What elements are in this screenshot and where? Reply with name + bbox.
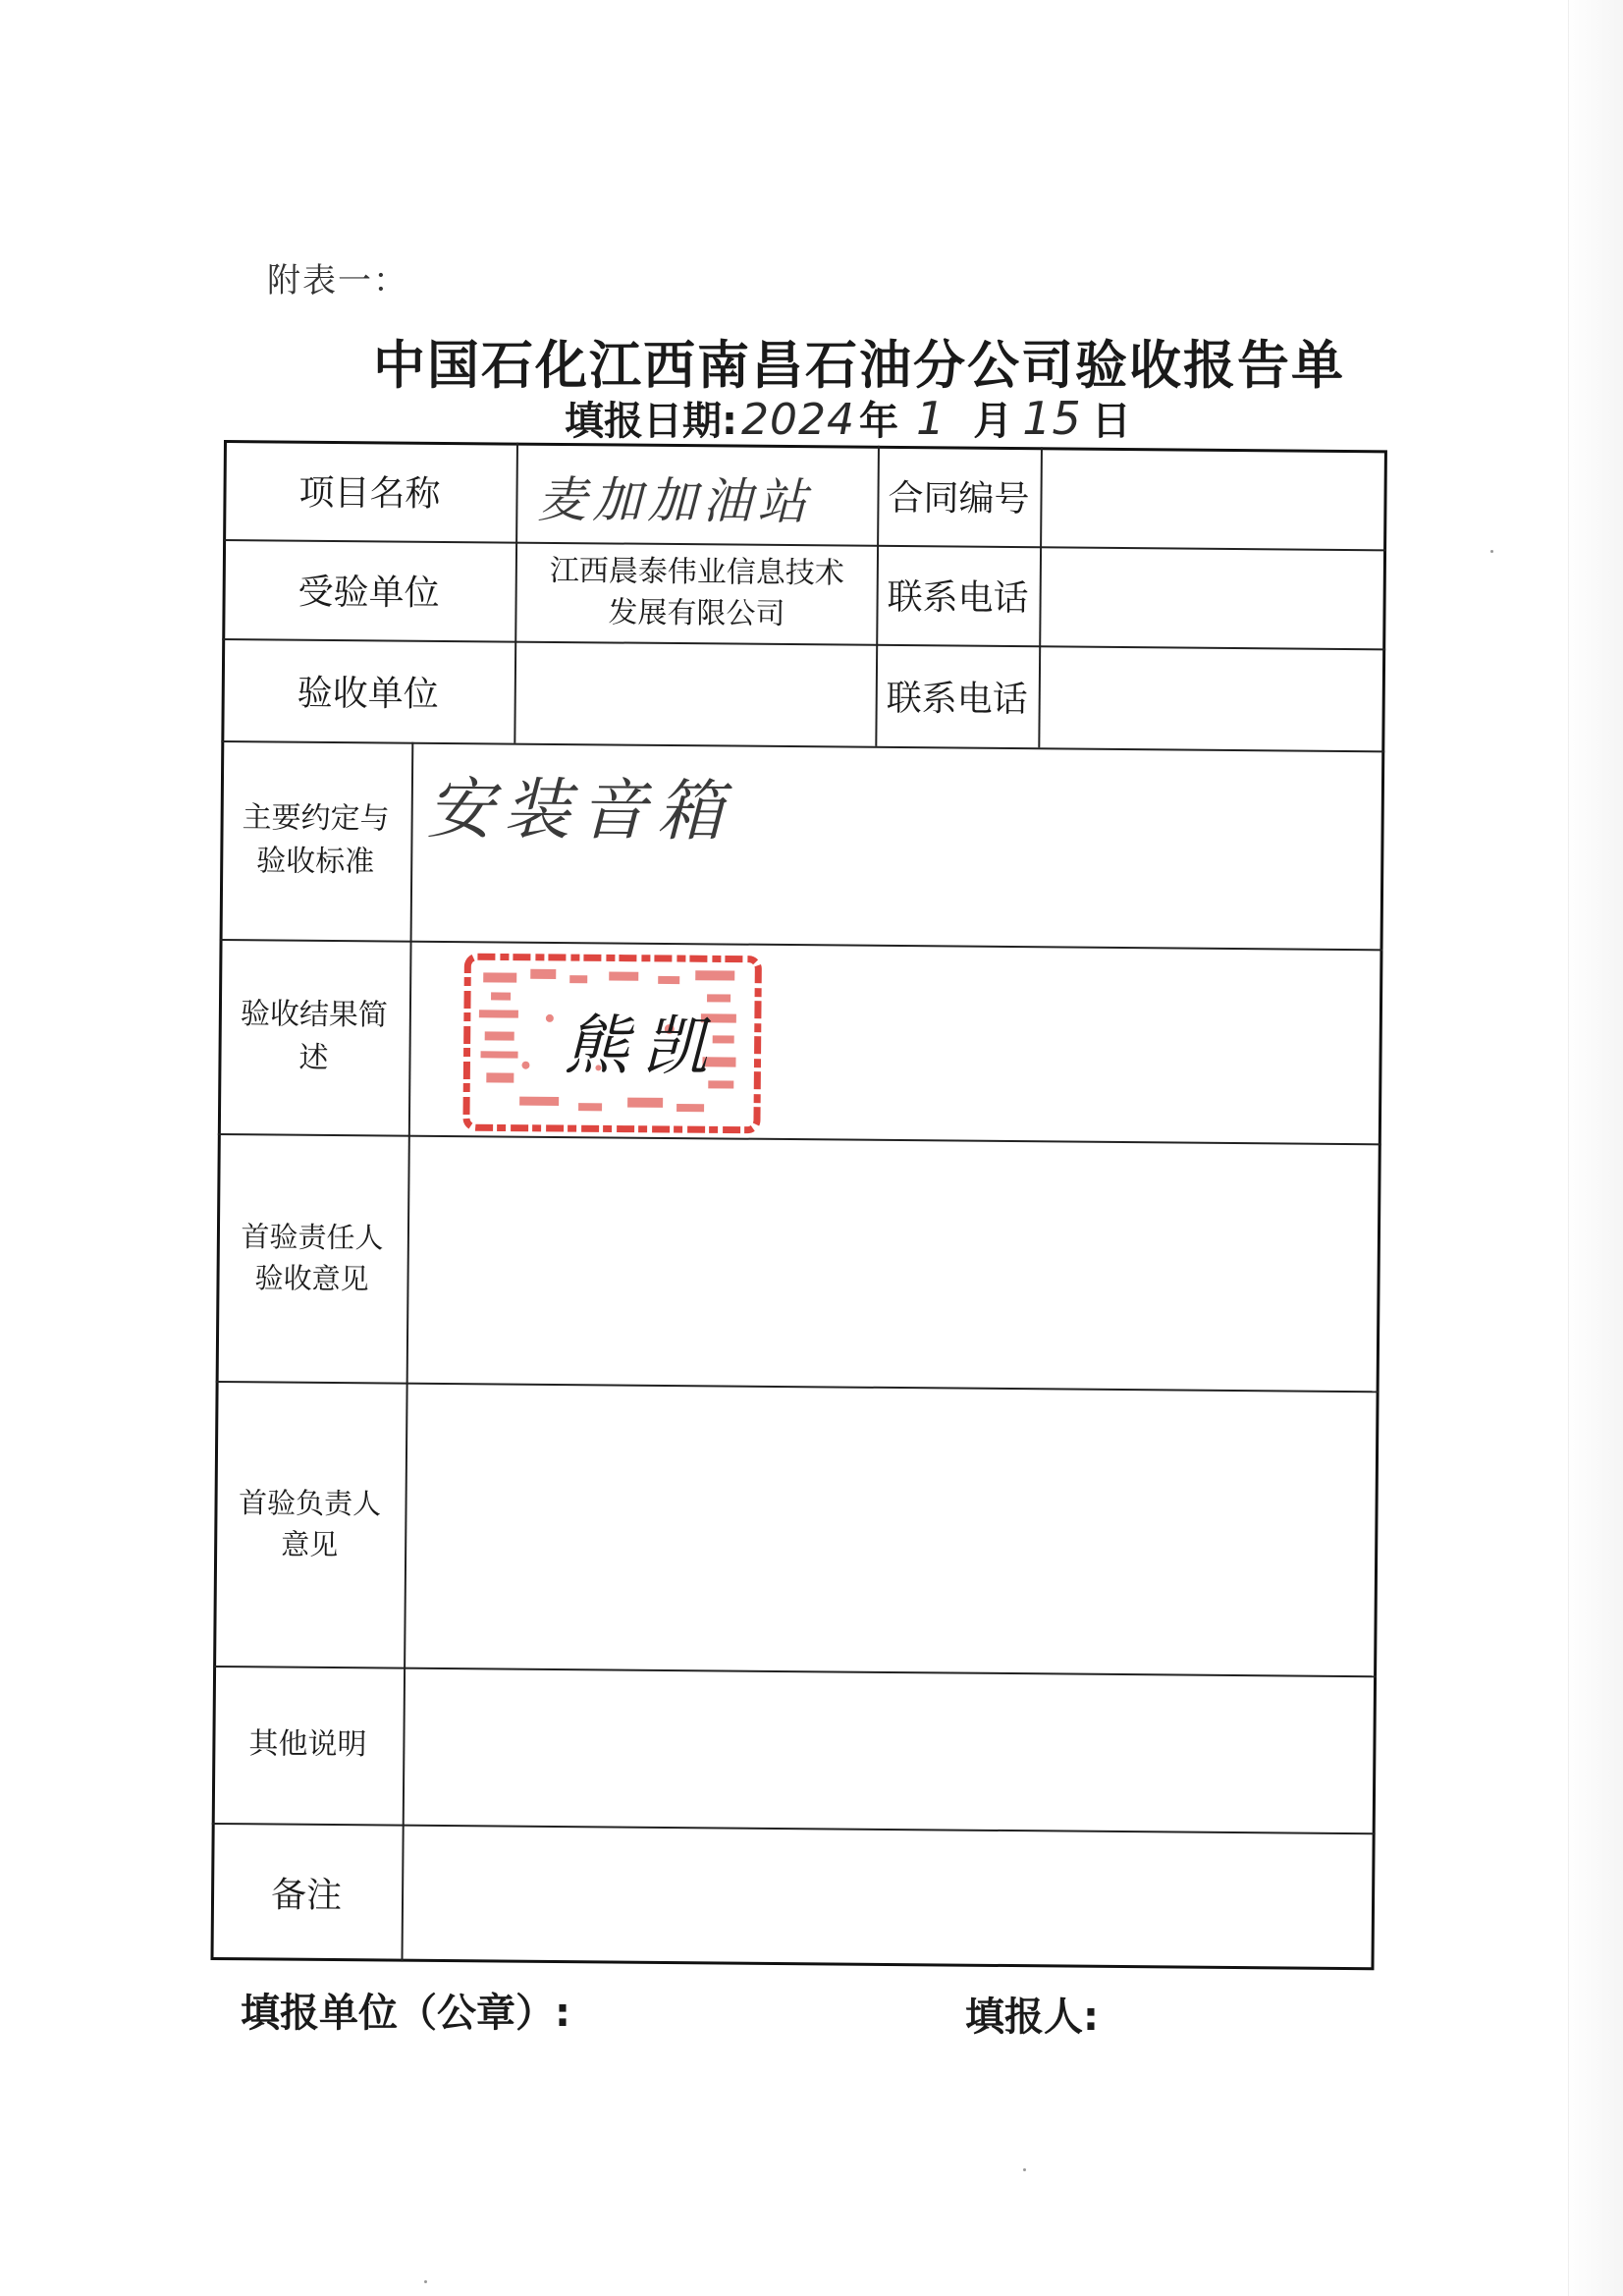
first-leader-opinion-label-line1: 首验负责人 (238, 1486, 382, 1521)
accepted-unit-label: 受验单位 (298, 572, 440, 614)
page-fold-line (1568, 0, 1569, 2296)
result-summary-label (218, 939, 410, 1135)
fill-date (565, 390, 1131, 445)
project-name-value: 麦加加油站 (537, 470, 813, 531)
acceptance-form-table (210, 440, 1386, 1970)
main-agreement-label-line1: 主要约定与 (242, 800, 390, 837)
contact-phone-label-2: 联系电话 (886, 678, 1028, 720)
footer-person-label: 填报人: (965, 1995, 1099, 2040)
main-agreement-label (220, 740, 412, 941)
result-summary-label-line2: 述 (298, 1040, 329, 1075)
first-leader-opinion-label-line2: 意见 (281, 1527, 339, 1562)
scan-speck (1490, 550, 1493, 553)
footer-unit-seal-label: 填报单位（公章）: (241, 1991, 570, 2036)
fill-date-label: 填报日期: (565, 399, 737, 444)
main-agreement-value: 安装音箱 (426, 770, 734, 851)
acceptance-unit-value (515, 641, 876, 746)
page-fold-shadow (1564, 0, 1623, 2296)
fill-date-year: 2024 (741, 395, 855, 445)
contract-no-value (1042, 447, 1387, 549)
first-responsible-opinion-label-line1: 首验责任人 (241, 1220, 384, 1255)
result-summary-label-line1: 验收结果简 (240, 997, 389, 1033)
result-summary-signature: 熊凯 (564, 1008, 722, 1085)
fill-date-month: 1 (915, 392, 947, 445)
accepted-unit-value-line1: 江西晨泰伟业信息技术 (549, 553, 844, 591)
acceptance-unit-label: 验收单位 (297, 673, 439, 715)
contact-phone-value-2 (1040, 645, 1385, 750)
remarks-label: 备注 (270, 1874, 343, 1916)
first-leader-opinion-label (213, 1381, 406, 1667)
attachment-label: 附表一： (267, 261, 408, 301)
fill-date-day-unit: 日 (1091, 399, 1131, 444)
form-title: 中国石化江西南昌石油分公司验收报告单 (373, 336, 1345, 396)
accepted-unit-value (516, 542, 877, 644)
contract-no-label: 合同编号 (888, 477, 1030, 520)
fill-date-year-unit: 年 (858, 399, 898, 444)
first-responsible-opinion-label-line2: 验收意见 (254, 1261, 369, 1296)
scan-speck (424, 2280, 427, 2283)
other-notes-label: 其他说明 (248, 1726, 367, 1763)
contact-phone-label-1: 联系电话 (887, 576, 1029, 620)
project-name-label: 项目名称 (298, 472, 441, 515)
fill-date-month-unit: 月 (973, 399, 1013, 444)
fill-date-day: 15 (1022, 392, 1082, 445)
accepted-unit-value-line2: 发展有限公司 (608, 594, 785, 631)
contact-phone-value-1 (1041, 546, 1386, 648)
scan-speck (1023, 2168, 1026, 2171)
first-responsible-opinion-label (216, 1133, 408, 1383)
main-agreement-label-line2: 验收标准 (256, 844, 375, 880)
